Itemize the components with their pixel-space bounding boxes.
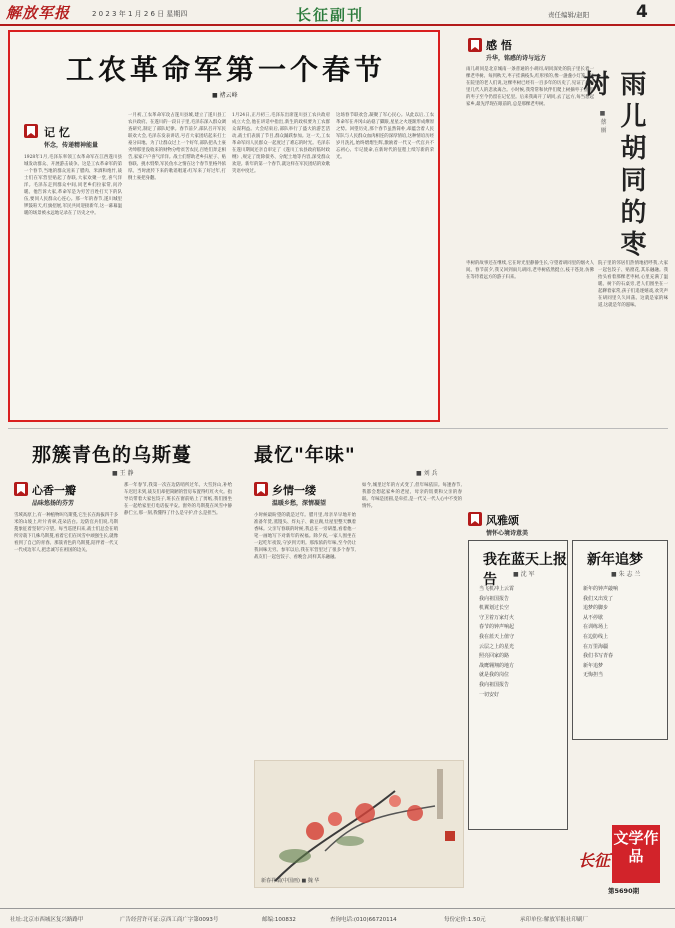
nianwei-author: ■ 刘 兵 [416,470,438,477]
memory-column-sub: 怀念，传递精神能量 [44,142,99,149]
footer-address: 社址:北京市西城区复兴路路甲 [10,917,84,923]
newspaper-logo: 解放军报 [6,4,71,22]
literature-stamp: 文学作品 [612,825,660,883]
lead-author: ■ 褚云峰 [212,92,238,99]
editor-credit: 责任编辑/赵阳 [548,11,590,19]
insight-text-3: 院子里的邻居们热情地招呼我,大家一起包饺子、贴窗花,其乐融融。我抬头看着那棵老枣树,心里充满了温暖。树下的石桌旁,老人们围坐在一起聊着家常,孩子们追逐嬉戏,欢笑声在胡同里久久回荡。这就是家的味道,这就是年的滋味。 [598,261,668,308]
nianwei-text-2: 如今,城里过年的方式变了,但年味依旧。每逢春节,我都会想起家乡的老屋、母亲的饭菜和父亲的春联。年味是团圆,是牵挂,是一代又一代人心中不变的情怀。 [362,483,462,509]
ribbon-icon [468,38,482,52]
lead-title: 工农革命军第一个春节 [65,53,386,86]
nianwei-title: 最忆"年味" [254,444,356,466]
lead-column-3: 1月24日,正月初三,毛泽东出席遂川县工农兵政府成立大会,他在讲话中指出,新生的政权要为工农群众谋利益。大会结束后,部队举行了盛大的游艺活动,战士们表演了节目,群众踊跃参加。这一天,工农革命军同人民群众一起度过了难忘的时光。毛泽东在遂川期间还亲自审定了《遂川工农县政府临时政纲》,规定了废除债务、分配土地等内容,深受群众欢迎。新年的第一个春节,就这样在军民团结的欢歌笑语中度过。 [232,113,330,174]
wusiman-text-1: 雪域高原上,有一种植物叫乌斯蔓,它生长在海拔四千多米的山坡上,叶片青翠,花朵洁白。边防官兵们说,乌斯蔓象征着坚韧与守望。每当巡逻归来,战士们总会在哨所旁栽下几株乌斯蔓,看着它们在风雪中顽强生长,就像看到了自己的青春。那簇青色的乌斯蔓,陪伴着一代又一代戍边军人,把忠诚写在祖国的边关。 [14,513,118,553]
ribbon-icon [254,482,268,496]
poem-column-sub: 情怀心境诗意美 [486,530,529,537]
nianwei-text-1: 小时候最盼望的就是过年。腊月里,母亲早早地开始准备年货,蒸馒头、炸丸子、做豆腐,灶屋里整天飘着香味。父亲写春联的时候,我总在一旁研墨,看着他一笔一画地写下对新年的祝福。除夕夜,一家人围坐在一起吃年夜饭,守岁到天明。那浓浓的年味,至今仍让我回味无穷。参军以后,我在军营里过了很多个春节,战友们一起包饺子、看晚会,同样其乐融融。 [254,513,356,560]
memory-column-head: 记 忆 [44,126,70,139]
jujube-tree-author: ■ 蔡 丽 [599,110,606,133]
poem-2-text: 新年的钟声敲响 我们又出发了 追梦的脚步 从不停歇 在训练场上 在边防线上 在万里海疆 我们书写青春 新年追梦 无悔担当 [583,586,619,679]
section-title: 长征副刊 [295,6,364,24]
issue-number: 第5690期 [608,887,640,895]
wusiman-title: 那簇青色的乌斯蔓 [32,444,193,466]
poem-1-title: 我在蓝天上报告 [483,552,567,588]
footer-price: 每份定价:1.50元 [444,917,486,923]
painting-art [255,761,464,888]
ribbon-icon [14,482,28,496]
masthead [0,0,675,26]
section-divider [8,428,668,429]
hometown-column-head: 乡情一缕 [272,484,316,497]
footer [0,908,675,928]
heart-column-sub: 品味悠扬的芬芳 [32,500,75,507]
hometown-column-sub: 温暖乡愁，深情凝望 [272,500,327,507]
heart-column-head: 心香一瓣 [32,484,76,497]
poem-1-author: ■ 沈 军 [513,571,535,578]
footer-printer: 承印单位:解放军报社印刷厂 [520,917,588,923]
lead-article [8,30,440,422]
footer-postcode: 邮编:100832 [262,917,296,923]
issue-date: 2 0 2 3 年 1 月 2 6 日 星期四 [92,10,188,18]
lead-column-2: 一月初,工农革命军攻占遂川县城,建立了遂川县工农兵政府。在遂川的一段日子里,毛泽东深入群众调查研究,制定了部队纪律。春节前夕,部队召开军民联欢大会,毛泽东发表讲话,号召大家团结起来打土豪分田地。为了让群众过上一个好年,部队把从土豪劣绅那里没收来的财物分给贫苦农民,百姓们奔走相告,家家户户喜气洋洋。战士们帮助老乡扫屋子、贴春联、挑水劈柴,军民鱼水之情在这个春节里格外浓厚。当时流传下来的歌谣唱道:红军来了好过年,打倒土豪把身翻。 [128,113,226,181]
poem-2-title: 新年追梦 [587,552,643,568]
poem-2-author: ■ 朱 志 兰 [611,571,641,578]
insight-column-head: 感 悟 [486,39,512,52]
painting-caption: 新春祥瑞(中国画) ■ 魏 华 [261,878,320,884]
wusiman-text-2: 那一年春节,我第一次在边防哨所过年。大雪封山,补给车迟迟未到,战友们却把简陋的营房布置得红红火火。指导员带着大家包饺子,班长在窗前贴上了剪纸,我们围坐在一起给家里打电话报平安。窗外的乌斯蔓在风雪中静静伫立,那一刻,我懂得了什么是守护,什么是担当。 [124,483,232,516]
lead-column-4: 这场春节联欢会,凝聚了军心民心。从此以后,工农革命军在井冈山站稳了脚跟,星星之火逐渐形成燎原之势。回望历史,那个春节虽然简朴,却蕴含着人民军队与人民群众血肉相连的深厚情谊,这种情谊历经岁月洗礼,始终熠熠生辉,激励着一代又一代官兵不忘初心、牢记使命,在新时代的征程上续写新的荣光。 [336,113,434,160]
wusiman-author: ■ 王 静 [112,470,134,477]
ribbon-icon [24,124,38,138]
insight-column-sub: 升华，铭感的诗与远方 [486,55,547,62]
insight-text-2: 枣树的故事还在继续,它在时光里静静生长,守望着胡同里的烟火人间。春节前夕,我又回到雨儿胡同,老枣树依然挺立,枝干苍劲,仿佛在等待着远方的游子归来。 [466,261,594,280]
footer-ad: 广告经营许可证:京西工商广字第0093号 [120,917,219,923]
page-number: 4 [636,2,648,22]
footer-phone: 查询电话:(010)66720114 [330,917,397,923]
lead-column-1: 1928年1月,毛泽东率领工农革命军在江西遂川县城发动群众、开展游击战争。这是工农革命军的第一个春节,当地的群众送来了腊肉、米酒和炮竹,战士们在军营里贴起了春联,大家欢聚一堂,喜气洋洋。毛泽东走到群众中间,同老乡们拉家常,问冷暖。他告诉大家,革命军是为穷苦百姓打天下的队伍,要同人民群众心连心。那一年的春节,遂川城里锣鼓喧天,红旗招展,军民共同迎接新年,这一幕幕温暖的场景被永远地记录在了历史之中。 [24,155,122,216]
poem-box-2 [572,540,668,740]
jujube-tree-title: 雨儿胡同的枣树 [579,70,646,262]
changzheng-signature: 长征 [578,851,611,870]
poem-column-head: 风雅颂 [486,514,519,527]
ribbon-icon [468,512,482,526]
insight-text-1: 雨儿胡同是北京城南一条普通的小胡同,胡同深处的院子里长着一棵老枣树。每到秋天,枣子挂满枝头,红彤彤的,像一盏盏小灯笼。住在院里的老人们说,这棵枣树已经有一百多年的历史了,见证了胡同里几代人的悲欢离合。小时候,我常常和伙伴们爬上树摘枣子,甜甜的枣子至今仍留在记忆里。后来我离开了胡同,去了远方,每当想起家乡,最先浮现在眼前的,总是那棵老枣树。 [466,67,594,107]
poem-1-text: 当飞机冲上云霄 我向祖国报告 机翼划过长空 守卫着万家灯火 春节的钟声响起 我在蓝天上值守 云层之上的星光 照亮回家的路 战鹰翱翔的地方 就是我的岗位 我向祖国报告 一切安好 [479,586,515,698]
poem-box-1 [468,540,568,830]
chinese-painting [254,760,464,888]
